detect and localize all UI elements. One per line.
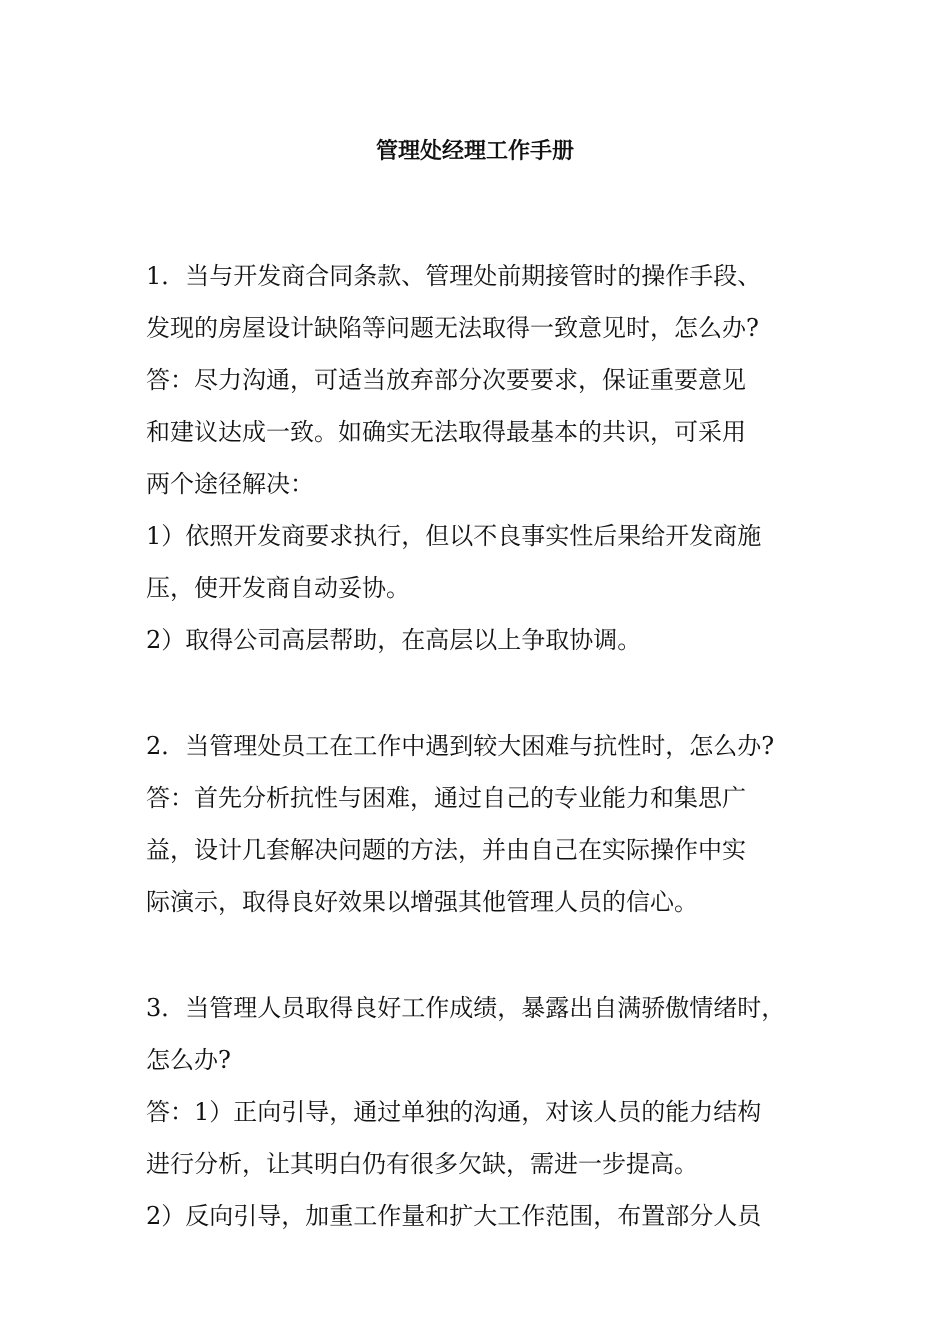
document-body [146,250,846,1242]
section-1-line-8: 2）取得公司高层帮助，在高层以上争取协调。 [146,626,642,654]
section-3-line-1: 3．当管理人员取得良好工作成绩，暴露出自满骄傲情绪时， [146,994,786,1022]
section-1-line-6: 1）依照开发商要求执行，但以不良事实性后果给开发商施 [146,522,762,550]
section-3-line-3: 答：1）正向引导，通过单独的沟通，对该人员的能力结构 [146,1098,762,1126]
section-1-line-7: 压，使开发商自动妥协。 [146,574,410,602]
section-2-line-4: 际演示，取得良好效果以增强其他管理人员的信心。 [146,888,698,916]
section-2 [146,720,846,928]
section-3-line-5: 2）反向引导，加重工作量和扩大工作范围，布置部分人员 [146,1202,762,1230]
section-3 [146,982,846,1242]
section-3-line-4: 进行分析，让其明白仍有很多欠缺，需进一步提高。 [146,1150,698,1178]
document-title: 管理处经理工作手册 [375,138,574,164]
section-2-line-1: 2．当管理处员工在工作中遇到较大困难与抗性时，怎么办? [146,732,775,760]
section-spacer [146,928,846,982]
section-2-line-2: 答：首先分析抗性与困难，通过自己的专业能力和集思广 [146,784,746,812]
section-1-line-2: 发现的房屋设计缺陷等问题无法取得一致意见时，怎么办? [146,314,759,342]
section-1-line-1: 1．当与开发商合同条款、管理处前期接管时的操作手段、 [146,262,762,290]
section-1-line-4: 和建议达成一致。如确实无法取得最基本的共识，可采用 [146,418,746,446]
section-1-line-5: 两个途径解决： [146,470,314,498]
section-1-line-3: 答：尽力沟通，可适当放弃部分次要要求，保证重要意见 [146,366,746,394]
section-3-line-2: 怎么办? [146,1046,231,1074]
section-2-line-3: 益，设计几套解决问题的方法，并由自己在实际操作中实 [146,836,746,864]
section-1 [146,250,846,666]
section-spacer [146,666,846,720]
